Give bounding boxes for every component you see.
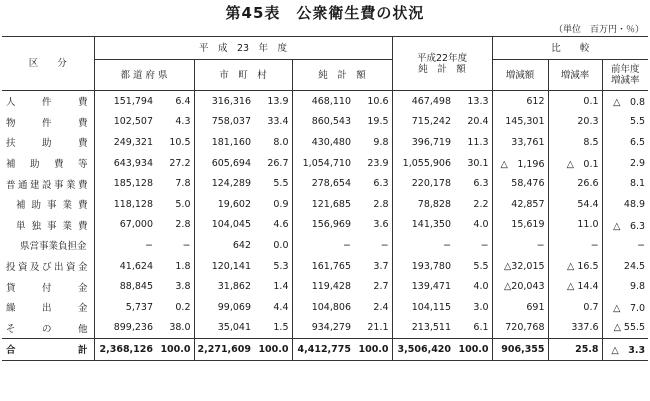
cell-prev-rate: 9.8 xyxy=(629,281,646,293)
cell-chg-rate: 20.3 xyxy=(548,112,602,133)
cell-prev-pct: 4.0 xyxy=(454,276,492,297)
cell-chg: 33,761 xyxy=(492,132,548,153)
cell-prev-pct: 4.0 xyxy=(454,215,492,236)
cell-prev-pct: 13.3 xyxy=(454,91,492,112)
cell-chg: 15,619 xyxy=(492,215,548,236)
cell-prev-pct: 11.3 xyxy=(454,132,492,153)
cell-prev: 715,242 xyxy=(411,116,452,128)
cell-net-pct: 2.8 xyxy=(354,194,392,215)
row-label: 補助費等 xyxy=(2,153,94,174)
cell-muni: 642 xyxy=(232,239,251,251)
cell-prev-pct: 6.1 xyxy=(454,318,492,339)
cell-muni: 104,045 xyxy=(211,219,251,231)
cell-net: 468,110 xyxy=(311,95,351,107)
cell-prev: 3,506,420 xyxy=(392,339,454,361)
cell-prev-rate: − xyxy=(637,239,646,251)
cell-muni-pct: 5.3 xyxy=(254,256,292,277)
cell-prev: 193,780 xyxy=(411,260,452,272)
table-row xyxy=(2,132,648,153)
cell-pref: 5,737 xyxy=(125,301,153,313)
header-comparison: 比 較 xyxy=(492,37,648,60)
cell-net-pct: 19.5 xyxy=(354,112,392,133)
cell-prev-pct: 2.2 xyxy=(454,194,492,215)
cell-net-pct: 23.9 xyxy=(354,153,392,174)
cell-prev-rate: △ 55.5 xyxy=(613,322,646,334)
cell-muni-pct: 4.6 xyxy=(254,215,292,236)
table-row xyxy=(2,215,648,236)
cell-muni: 316,316 xyxy=(211,95,251,107)
cell-muni-pct: 100.0 xyxy=(254,339,292,361)
cell-muni-pct: 5.5 xyxy=(254,173,292,194)
cell-muni: 124,289 xyxy=(211,178,251,190)
header-prev-change-rate xyxy=(602,60,648,91)
cell-chg-rate: △ 0.1 xyxy=(548,153,602,174)
cell-net: 278,654 xyxy=(311,178,351,190)
header-net-total: 純 計 額 xyxy=(292,60,392,91)
cell-chg: 58,476 xyxy=(492,173,548,194)
cell-net-pct: 6.3 xyxy=(354,173,392,194)
cell-prev: − xyxy=(443,239,452,251)
cell-prev: 213,511 xyxy=(411,322,452,334)
cell-pref: 2,368,126 xyxy=(94,339,156,361)
cell-prev-rate: △ 6.3 xyxy=(613,220,646,232)
cell-net-pct: − xyxy=(354,235,392,256)
header-fy22-line1: 平成22年度 xyxy=(416,52,468,64)
unit-note: （単位 百万円・％） xyxy=(553,25,644,35)
row-label: 物件費 xyxy=(2,112,94,133)
cell-net: 156,969 xyxy=(311,219,351,231)
cell-net: 934,279 xyxy=(311,322,351,334)
cell-net: 119,428 xyxy=(311,281,351,293)
cell-pref-pct: 38.0 xyxy=(156,318,194,339)
cell-pref: 118,128 xyxy=(113,198,153,210)
row-label: 貸付金 xyxy=(2,276,94,297)
cell-muni-pct: 1.4 xyxy=(254,276,292,297)
table-title: 第45表 公衆衛生費の状況 xyxy=(225,4,425,22)
cell-prev-rate: △ 7.0 xyxy=(613,303,646,315)
header-fy22 xyxy=(392,37,492,91)
cell-muni-pct: 1.5 xyxy=(254,318,292,339)
header-change-rate: 増減率 xyxy=(548,60,602,91)
cell-muni: 31,862 xyxy=(217,281,251,293)
cell-net: 161,765 xyxy=(311,260,351,272)
cell-chg-rate: △ 16.5 xyxy=(548,256,602,277)
cell-net: 4,412,775 xyxy=(292,339,354,361)
cell-pref-pct: 10.5 xyxy=(156,132,194,153)
cell-net: 104,806 xyxy=(311,301,351,313)
cell-pref-pct: 5.0 xyxy=(156,194,194,215)
cell-net-pct: 3.6 xyxy=(354,215,392,236)
cell-prev: 104,115 xyxy=(411,301,452,313)
header-municipality: 市 町 村 xyxy=(194,60,292,91)
cell-prev: 1,055,906 xyxy=(402,157,452,169)
cell-chg: 906,355 xyxy=(492,339,548,361)
cell-pref: 643,934 xyxy=(113,157,153,169)
cell-pref: 899,236 xyxy=(113,322,153,334)
header-change-amount: 増減額 xyxy=(492,60,548,91)
cell-muni: 35,041 xyxy=(217,322,251,334)
row-label: 投資及び出資金 xyxy=(2,256,94,277)
table-row xyxy=(2,153,648,174)
header-prefecture: 都 道 府 県 xyxy=(94,60,194,91)
cell-muni: 120,141 xyxy=(211,260,251,272)
cell-pref-pct: 2.8 xyxy=(156,215,194,236)
cell-net-pct: 10.6 xyxy=(354,91,392,112)
cell-muni-pct: 26.7 xyxy=(254,153,292,174)
cell-chg: 720,768 xyxy=(492,318,548,339)
cell-prev-rate: 2.9 xyxy=(629,157,646,169)
cell-prev-rate: 5.5 xyxy=(629,116,646,128)
cell-prev-pct: 20.4 xyxy=(454,112,492,133)
total-row xyxy=(2,339,648,361)
cell-pref-pct: 4.3 xyxy=(156,112,194,133)
cell-muni: 2,271,609 xyxy=(194,339,254,361)
cell-muni: 758,037 xyxy=(211,116,251,128)
cell-net: 121,685 xyxy=(311,198,351,210)
cell-chg-rate: 11.0 xyxy=(548,215,602,236)
cell-prev-rate: 8.1 xyxy=(629,178,646,190)
table-row xyxy=(2,318,648,339)
cell-chg: △20,043 xyxy=(492,276,548,297)
cell-muni-pct: 33.4 xyxy=(254,112,292,133)
cell-pref: 185,128 xyxy=(113,178,153,190)
cell-chg: 145,301 xyxy=(492,112,548,133)
table-row xyxy=(2,173,648,194)
cell-prev-rate: △ 0.8 xyxy=(613,97,646,109)
cell-prev-pct: 3.0 xyxy=(454,297,492,318)
cell-prev-pct: 100.0 xyxy=(454,339,492,361)
cell-chg: 691 xyxy=(492,297,548,318)
cell-net: 430,480 xyxy=(311,136,351,148)
table-body xyxy=(2,91,648,361)
cell-prev-rate: 6.5 xyxy=(629,136,646,148)
cell-pref-pct: 7.8 xyxy=(156,173,194,194)
cell-pref-pct: 27.2 xyxy=(156,153,194,174)
header-fy23: 平 成 23 年 度 xyxy=(94,37,392,60)
cell-prev-pct: − xyxy=(454,235,492,256)
cell-prev: 220,178 xyxy=(411,178,452,190)
cell-chg-rate: 25.8 xyxy=(548,339,602,361)
cell-pref: 249,321 xyxy=(113,136,153,148)
row-label: 普通建設事業費 xyxy=(2,173,94,194)
table-row xyxy=(2,91,648,112)
header-category: 区 分 xyxy=(2,37,94,91)
cell-prev: 467,498 xyxy=(411,95,452,107)
cell-net-pct: 3.7 xyxy=(354,256,392,277)
cell-pref: 151,794 xyxy=(113,95,153,107)
cell-pref: 41,624 xyxy=(119,260,153,272)
header-fy22-line2: 純 計 額 xyxy=(418,63,466,75)
cell-muni: 99,069 xyxy=(217,301,251,313)
table-row xyxy=(2,256,648,277)
cell-net: − xyxy=(343,239,351,251)
cell-chg-rate: 0.1 xyxy=(548,91,602,112)
row-label: 単独事業費 xyxy=(2,215,94,236)
cell-prev-rate: △ 3.3 xyxy=(602,339,648,361)
table-row xyxy=(2,194,648,215)
row-label: 扶助費 xyxy=(2,132,94,153)
cell-pref-pct: 0.2 xyxy=(156,297,194,318)
cell-pref: 88,845 xyxy=(119,281,153,293)
table-row xyxy=(2,276,648,297)
cell-net: 1,054,710 xyxy=(302,157,351,169)
cell-chg: − xyxy=(492,235,548,256)
cell-net-pct: 2.7 xyxy=(354,276,392,297)
cell-pref-pct: − xyxy=(156,235,194,256)
cell-chg-rate: 337.6 xyxy=(548,318,602,339)
header-prev-change-line1: 前年度 xyxy=(611,64,640,75)
row-label: 繰出金 xyxy=(2,297,94,318)
cell-net-pct: 100.0 xyxy=(354,339,392,361)
cell-prev-pct: 5.5 xyxy=(454,256,492,277)
row-label: その他 xyxy=(2,318,94,339)
header-prev-change-line2: 増減率 xyxy=(611,75,640,86)
cell-muni: 605,694 xyxy=(211,157,251,169)
cell-net-pct: 9.8 xyxy=(354,132,392,153)
cell-muni: 19,602 xyxy=(217,198,251,210)
cell-prev-rate: 24.5 xyxy=(623,260,646,272)
cell-chg: △32,015 xyxy=(492,256,548,277)
public-health-expenditure-table xyxy=(2,36,648,361)
cell-prev-pct: 30.1 xyxy=(454,153,492,174)
cell-chg: △ 1,196 xyxy=(492,153,548,174)
cell-prev-rate: 48.9 xyxy=(623,198,646,210)
cell-pref-pct: 6.4 xyxy=(156,91,194,112)
cell-chg: 612 xyxy=(492,91,548,112)
row-label: 補助事業費 xyxy=(2,194,94,215)
cell-net: 860,543 xyxy=(311,116,351,128)
table-row xyxy=(2,235,648,256)
cell-chg: 42,857 xyxy=(492,194,548,215)
cell-pref-pct: 100.0 xyxy=(156,339,194,361)
row-label: 県営事業負担金 xyxy=(2,235,94,256)
cell-prev: 78,828 xyxy=(417,198,452,210)
cell-prev: 396,719 xyxy=(411,136,452,148)
cell-prev: 141,350 xyxy=(411,219,452,231)
cell-chg-rate: 8.5 xyxy=(548,132,602,153)
row-label: 合 計 xyxy=(2,339,94,361)
cell-muni-pct: 0.0 xyxy=(254,235,292,256)
row-label: 人件費 xyxy=(2,91,94,112)
cell-chg-rate: 26.6 xyxy=(548,173,602,194)
cell-chg-rate: 54.4 xyxy=(548,194,602,215)
cell-pref: 102,507 xyxy=(113,116,153,128)
cell-net-pct: 2.4 xyxy=(354,297,392,318)
cell-pref-pct: 3.8 xyxy=(156,276,194,297)
cell-chg-rate: − xyxy=(548,235,602,256)
cell-muni-pct: 13.9 xyxy=(254,91,292,112)
cell-chg-rate: 0.7 xyxy=(548,297,602,318)
cell-net-pct: 21.1 xyxy=(354,318,392,339)
cell-pref-pct: 1.8 xyxy=(156,256,194,277)
cell-chg-rate: △ 14.4 xyxy=(548,276,602,297)
cell-muni-pct: 4.4 xyxy=(254,297,292,318)
cell-prev: 139,471 xyxy=(411,281,452,293)
cell-muni-pct: 0.9 xyxy=(254,194,292,215)
table-row xyxy=(2,112,648,133)
cell-pref: − xyxy=(145,239,153,251)
cell-muni-pct: 8.0 xyxy=(254,132,292,153)
cell-pref: 67,000 xyxy=(119,219,153,231)
table-row xyxy=(2,297,648,318)
cell-prev-pct: 6.3 xyxy=(454,173,492,194)
cell-muni: 181,160 xyxy=(211,136,251,148)
